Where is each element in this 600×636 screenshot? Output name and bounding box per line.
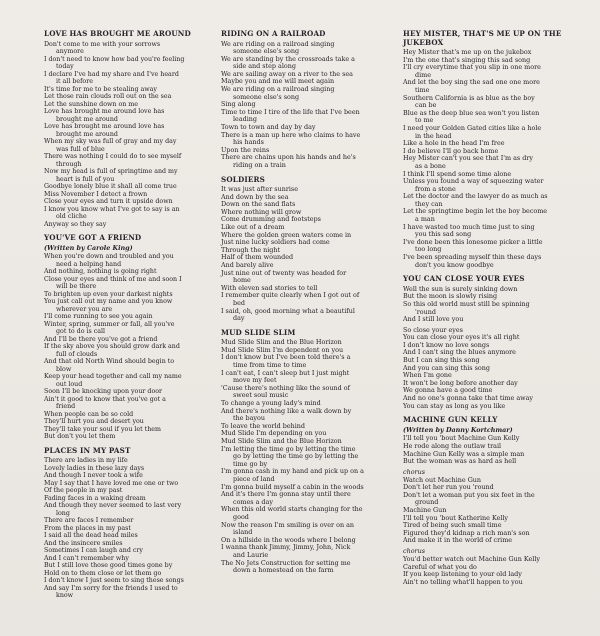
lyric-line: don't you know goodbye [415,260,494,269]
lyric-line: I'll tell you 'bout Machine Gun Kelly [403,434,520,443]
lyric-line: There are ladies in my life [44,457,128,465]
song-block [44,447,194,600]
lyric-line: go by letting the time go by letting the [233,452,359,461]
lyric-line: But I can sing this song [403,356,480,365]
song-title: HEY MISTER, THAT'S ME UP ON THE JUKEBOX [403,29,562,47]
song-block [221,329,380,575]
lyric-line: wherever you are [56,305,113,313]
song-title: RIDING ON A RAILROAD [221,29,326,38]
lyric-line: With eleven sad stories to tell [221,283,318,292]
lyric-line: Close your eyes and think of me and soon I [44,275,182,283]
column-2 [221,30,380,581]
lyric-line: I know you know what I've got to say is an [44,205,180,213]
lyric-line: they can [415,199,443,208]
lyric-line: But I still love those good times gone by [44,562,173,570]
lyric-line: When this old world starts changing for the [221,505,363,514]
lyric-line: On a hillside in the woods where I belong [221,535,356,544]
lyric-line: It was just after sunrise [221,185,298,194]
song-title: PLACES IN MY PAST [44,445,131,455]
lyric-line: Soon I'll be knocking upon your door [44,388,163,396]
lyric-line: I have wasted too much time just to sing [403,222,535,231]
lyric-line: I don't know I just seem to sing these songs [44,577,184,585]
lyric-line: Ain't it good to know that you've got a [44,395,166,403]
lyric-line: heart is full of you [56,175,115,183]
song-title: MACHINE GUN KELLY [403,415,498,425]
lyric-line: Mud Slide Slim I'm dependent on you [221,345,344,354]
song-title: LOVE HAS BROUGHT ME AROUND [44,29,191,38]
lyric-line: 'round [415,307,436,316]
lyric-line: They'll take your soul if you let them [44,425,161,433]
lyric-line: Don't come to me with your sorrows [44,40,161,48]
lyric-line: side and step along [233,62,296,71]
lyric-line: his hands [233,138,264,147]
lyric-line: Where nothing will grow [221,207,302,216]
lyric-line: Figured they'd kidnap a rich man's son [403,528,530,537]
lyric-line: I'm gonna cash in my hand and pick up on a [221,467,364,476]
lyric-line: I don't know but I've been told there's a [221,353,351,362]
lyric-line: To change a young lady's mind [221,399,321,408]
lyric-line: Blue as the deep blue sea won't you listen [403,108,540,117]
lyric-line: full of clouds [56,350,98,358]
lyric-line: Mud Slide Slim and the Blue Horizon [221,437,342,445]
song-title: YOU CAN CLOSE YOUR EYES [403,274,525,284]
lyric-line: too long [415,245,442,254]
lyric-line: Like out of a dream [221,223,285,232]
lyric-line: And no one's gonna take that time away [403,394,534,403]
lyric-line: May I say that I have loved me one or two [44,479,179,487]
lyric-line: From the places in my past [44,524,131,532]
lyric-line: time [415,85,430,94]
lyric-line: And nothing, nothing is going right [44,268,157,276]
lyric-line: Love has brought me around love has [44,123,165,130]
lyric-line: I do believe I'll go back home [403,146,499,155]
lyric-line: Where the golden green waters come in [221,230,352,239]
lyric-line: You can stay as long as you like [403,401,506,410]
lyric-line: Let the doctor and the lawyer do as much as [403,192,548,201]
lyric-line: brought me around [56,115,118,123]
lyric-line: good [233,512,249,521]
lyric-line: home [233,276,251,285]
lyric-line: someone else's song [233,92,300,101]
lyric-line: There are faces I remember [44,517,134,525]
lyric-line: piece of land [233,474,275,483]
lyric-line: will be there [56,283,97,291]
lyric-line: So this old world must still be spinning [403,299,530,308]
lyric-line: To leave the world behind [221,421,305,430]
lyric-line: There is a man up here who claims to have [221,130,361,139]
column-3 [403,30,568,592]
lyric-line: through [56,160,82,168]
lyric-line: a man [415,215,435,224]
lyric-line: And I can't remember why [44,554,129,562]
lyric-line: Let the sunshine down on me [44,100,138,108]
lyric-line: Of the people in my past [44,487,123,495]
lyric-line: today [56,63,74,70]
lyric-line: If you keep listening to your old lady [403,570,522,579]
lyric-line: you this sad song [415,230,472,239]
lyric-line: It's time for me to be stealing away [44,85,157,93]
lyric-line: Tired of being such small time [403,521,502,530]
lyric-line: It won't be long before another day [403,378,518,387]
lyric-line: got to do is call [56,328,106,336]
lyric-line: When I'm gone [403,371,452,380]
song-block [403,30,568,269]
lyric-line: need a helping hand [56,260,122,268]
column-1 [44,30,194,606]
lyric-line: time go by [233,459,268,468]
lyric-line: Come drumming and footsteps [221,215,321,224]
lyric-line: When my sky was full of gray and my day [44,138,177,145]
lyric-line: Let the springtime begin let the boy become [403,207,548,216]
lyric-line: anymore [56,48,84,55]
lyric-line: And you can sing this song [403,363,490,372]
lyric-line: I need your Golden Gated cities like a hole [403,123,542,132]
lyric-line: Well the sun is surely sinking down [403,284,518,293]
song-block [221,176,380,323]
lyric-line: I think I'll spend some time alone [403,169,512,178]
lyric-line: 'Cause there's nothing like the sound of [221,383,350,392]
song-block [403,416,568,586]
lyric-line: I can't eat, I can't sleep but I just might [221,368,350,377]
lyric-line: down a homestead on the farm [233,566,334,575]
lyric-line: Ain't no telling what'll happen to you [403,577,523,586]
lyric-line: He rode along the outlaw trail [403,441,502,450]
lyric-line: And I can't sing the blues anymore [403,348,516,357]
lyric-line: Sometimes I can laugh and cry [44,547,143,555]
lyric-line: Machine Gun Kelly was a simple man [403,449,525,458]
lyric-line: There are chains upon his hands and he's [221,153,356,162]
lyric-line: someone else's song [233,47,300,56]
lyric-line: And I'll be there you've got a friend [44,335,158,343]
chorus-marker: chorus [403,547,425,556]
lyric-line: island [233,528,253,537]
lyric-line: Now my head is full of springtime and my [44,168,178,175]
lyric-line: But don't you let them [44,433,116,441]
lyric-line: it all before [56,78,93,85]
lyric-line: Just nine lucky soldiers had come [221,238,330,247]
lyric-line: Mud Slide I'm depending on you [221,429,327,438]
song-credit: (Written by Carole King) [44,243,133,252]
lyric-line: Lovely ladies in these lazy days [44,464,145,472]
lyric-line: Close your eyes and turn it upside down [44,198,173,205]
lyric-line: I don't need to know how bad you're feeling [44,55,185,63]
chorus-marker: chorus [403,467,425,476]
lyric-line: I'm letting the time go by letting the time [221,444,356,453]
lyric-line: sweet soul music [233,391,289,400]
lyric-line: Fading faces in a waking dream [44,494,146,502]
lyric-line: bed [233,299,245,307]
lyric-line: Hey Mister can't you see that I'm as dry [403,154,533,163]
lyric-line: We are riding on a railroad singing [221,85,335,94]
lyric-line: Half of them wounded [221,253,294,262]
lyric-line: I'll tell you 'bout Katherine Kelly [403,513,509,522]
lyric-line: in the head [415,131,452,140]
song-block [221,30,380,170]
lyric-line: And down by the sea [221,192,289,201]
lyric-line: Watch out Machine Gun [403,475,482,484]
lyric-line: Southern California is as blue as the boy [403,93,535,102]
lyric-line: Maybe you and me will meet again [221,77,335,86]
song-block [44,30,194,228]
lyric-line: friend [56,403,76,411]
lyric-line: Upon the reins [221,145,270,154]
lyric-line: Hold on to them close or let them go [44,569,162,577]
lyric-line: as a bone [415,161,446,170]
lyric-line: If the sky above you should grow dark and [44,343,180,351]
lyric-line: Anyway so they say [44,220,107,228]
lyric-line: old cliche [56,213,87,220]
lyric-line: leading [233,115,257,124]
lyric-line: I'll come running to see you again [44,313,153,321]
lyric-line: We are standing by the crossroads take a [221,54,355,63]
lyric-line: Unless you found a way of squeezing water [403,177,544,186]
lyric-line: and Laurie [233,550,269,559]
lyric-line: I'm the one that's singing this sad song [403,55,531,64]
song-block [44,234,194,441]
lyric-line: to me [415,116,434,125]
lyric-line: Sing along [221,100,256,109]
lyric-line: And barely alive [221,261,274,270]
lyric-line: Like a hole in the head I'm free [403,139,505,148]
lyric-line: Careful of what you do [403,562,477,571]
lyric-line: And that old North Wind should begin to [44,358,175,366]
lyric-line: Through the night [221,245,281,254]
lyric-line: And though they never seemed to last very [44,502,182,510]
song-title: YOU'VE GOT A FRIEND [44,233,142,242]
song-title: SOLDIERS [221,174,265,184]
lyric-line: So close your eyes [403,325,463,334]
lyric-line: Hey Mister that's me up on the jukebox [403,48,532,56]
song-block [403,275,568,410]
lyric-line: I said all the dead head miles [44,532,138,540]
lyric-line: Machine Gun [403,506,447,515]
lyric-line: And though I never took a wife [44,472,143,480]
lyric-line: time from time to time [233,361,307,370]
lyric-line: I wanna thank Jimmy, Jimmy, John, Nick [221,543,351,552]
lyric-line: But the moon is slowly rising [403,292,498,301]
lyric-line: And it's there I'm gonna stay until there [221,490,351,499]
lyric-line: day [233,314,245,323]
lyric-line: brought me around [56,130,118,138]
lyric-line: ground [415,498,439,507]
lyric-line: move my feet [233,376,277,385]
lyric-line: We are sailing away on a river to the sea [221,69,353,78]
lyric-line: riding on a train [233,161,286,169]
lyric-line: And the insincere smiles [44,539,123,547]
lyric-line: We gonna have a good time [403,386,493,395]
lyric-line: Keep your head together and call my name [44,373,182,381]
lyric-line: know [56,592,74,600]
lyric-line: Let those rain clouds roll out on the sea [44,93,172,100]
lyric-line: Now the reason I'm smiling is over on an [221,520,355,529]
lyric-line: When people can be so cold [44,410,134,418]
lyric-line: Just nine out of twenty was headed for [221,268,347,277]
lyric-line: dime [415,70,431,79]
lyric-line: from a stone [415,184,456,193]
lyric-line: I said, oh, good morning what a beautiful [221,306,355,315]
lyric-line: I declare I've had my share and I've heard [44,70,179,78]
lyric-line: can be [415,101,437,110]
lyric-line: Don't let her run you 'round [403,483,494,492]
lyric-line: I'll cry everytime that you slip in one more [403,63,541,72]
lyric-line: I remember quite clearly when I got out of [221,291,360,300]
lyric-line: There was nothing I could do to see myself [44,153,182,160]
lyric-line: Town to town and day by day [221,123,316,132]
lyric-line: Mud Slide Slim and the Blue Horizon [221,338,342,347]
lyric-line: When you're down and troubled and you [44,253,174,261]
lyric-line: You'd better watch out Machine Gun Kelly [403,555,540,564]
lyric-line: Don't let a woman put you six feet in the [403,490,535,499]
lyric-line: Winter, spring, summer or fall, all you've [44,320,175,328]
lyric-line: Love has brought me around love has [44,108,165,115]
lyric-line: The No Jets Construction for setting me [221,558,351,567]
lyric-line: And I still love you [403,315,464,324]
lyric-line: I don't know no love songs [403,340,490,349]
lyric-line: And make it in the world of crime [403,536,513,545]
song-title: MUD SLIDE SLIM [221,327,296,337]
song-credit: (Written by Danny Kortchmar) [403,425,513,434]
lyric-line: was full of blue [56,145,105,153]
lyric-line: And let the boy sing the sad one one more [403,78,540,87]
lyric-line: And say I'm sorry for the friends I used to [44,584,178,592]
lyric-line: blow [56,365,72,373]
lyric-line: Goodbye lonely blue it shall all come true [44,183,177,190]
lyric-line: To brighten up even your darkest nights [44,290,173,298]
lyric-line: I'm gonna build myself a cabin in the woods [221,482,364,491]
lyric-line: the bayou [233,414,265,423]
lyric-line: You can close your eyes it's all right [403,333,520,342]
lyric-line: You just call out my name and you know [44,298,173,306]
lyric-line: They'll hurt you and desert you [44,418,144,426]
lyric-line: I've been spreading myself thin these days [403,253,542,262]
lyric-line: comes a day [233,497,273,506]
lyric-line: We are riding on a railroad singing [221,39,335,48]
lyric-line: I've done been this lonesome picker a little [403,237,543,246]
lyric-line: Time to time I tire of the life that I've been [221,107,360,116]
lyric-line: long [56,509,70,517]
lyric-line: Down on the sand flats [221,200,296,209]
lyric-line: out loud [56,380,83,388]
lyric-line: Miss November I detect a frown [44,190,148,198]
lyric-line: And there's nothing like a walk down by [221,406,352,415]
lyric-line: But the woman was as hard as hell [403,457,517,466]
